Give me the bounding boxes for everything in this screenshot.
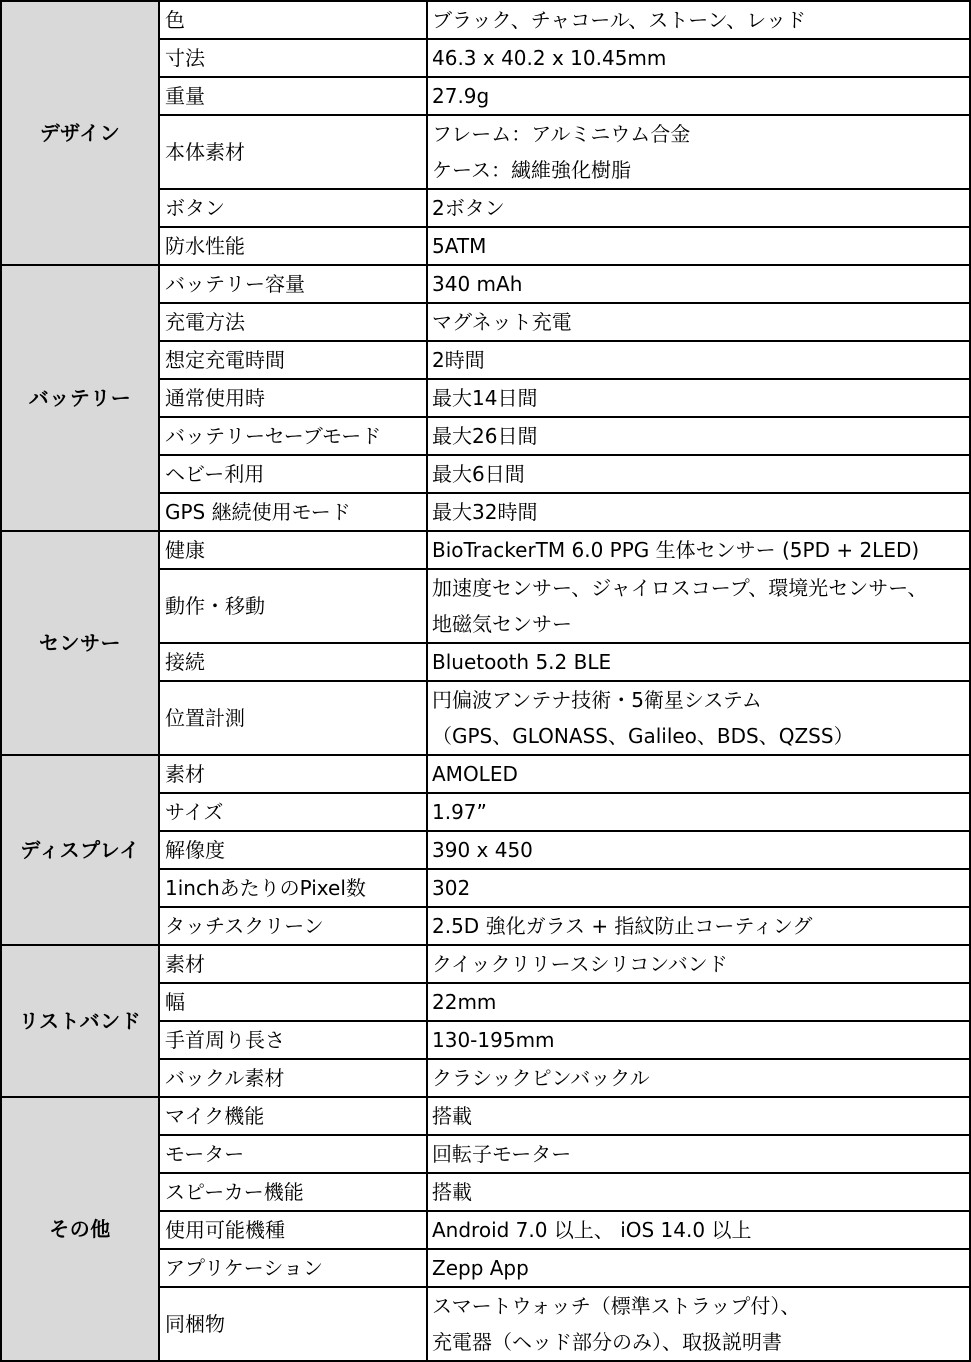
spec-value-line: マグネット充電 [432, 310, 572, 334]
spec-value-line: 回転子モーター [432, 1142, 572, 1166]
spec-label: サイズ [159, 793, 427, 831]
spec-label: スピーカー機能 [159, 1173, 427, 1211]
spec-label: 寸法 [159, 39, 427, 77]
spec-value-line: Zepp App [432, 1256, 529, 1280]
spec-label: 重量 [159, 77, 427, 115]
spec-value [427, 569, 970, 643]
spec-value-line: 22mm [432, 990, 497, 1014]
spec-value [427, 379, 970, 417]
spec-value [427, 227, 970, 265]
spec-value [427, 1021, 970, 1059]
category-cell: ディスプレイ [1, 755, 159, 945]
spec-value [427, 531, 970, 569]
spec-label: ヘビー利用 [159, 455, 427, 493]
spec-value [427, 1211, 970, 1249]
spec-value-line: 充電器（ヘッド部分のみ）、取扱説明書 [432, 1330, 782, 1354]
spec-value-line: 地磁気センサー [432, 612, 572, 636]
spec-value [427, 189, 970, 227]
spec-value [427, 1249, 970, 1287]
spec-value [427, 907, 970, 945]
category-cell: リストバンド [1, 945, 159, 1097]
spec-value-line: 最大14日間 [432, 386, 538, 410]
spec-value [427, 831, 970, 869]
spec-value [427, 1173, 970, 1211]
spec-value [427, 1135, 970, 1173]
spec-value [427, 643, 970, 681]
category-cell: デザイン [1, 1, 159, 265]
spec-value [427, 39, 970, 77]
spec-label: バッテリーセーブモード [159, 417, 427, 455]
spec-value-line: 最大6日間 [432, 462, 525, 486]
spec-value-line: Android 7.0 以上、 iOS 14.0 以上 [432, 1218, 752, 1242]
spec-value-line: 円偏波アンテナ技術・5衛星システム [432, 688, 762, 712]
spec-value [427, 303, 970, 341]
spec-value-line: スマートウォッチ（標準ストラップ付）、 [432, 1294, 801, 1318]
spec-value-line: 2時間 [432, 348, 485, 372]
spec-value-line: 302 [432, 876, 471, 900]
spec-label: 素材 [159, 945, 427, 983]
spec-label: 素材 [159, 755, 427, 793]
spec-value-line: AMOLED [432, 762, 518, 786]
spec-label: タッチスクリーン [159, 907, 427, 945]
spec-value [427, 945, 970, 983]
spec-row [1, 945, 970, 983]
spec-value [427, 417, 970, 455]
spec-label: 本体素材 [159, 115, 427, 189]
spec-row [1, 265, 970, 303]
spec-value [427, 493, 970, 531]
spec-label: 動作・移動 [159, 569, 427, 643]
spec-value [427, 869, 970, 907]
spec-value [427, 455, 970, 493]
spec-label: 防水性能 [159, 227, 427, 265]
spec-label: 健康 [159, 531, 427, 569]
spec-label: 1inchあたりのPixel数 [159, 869, 427, 907]
spec-label: 充電方法 [159, 303, 427, 341]
spec-row [1, 1097, 970, 1135]
spec-row [1, 531, 970, 569]
spec-label: GPS 継続使用モード [159, 493, 427, 531]
spec-label: 解像度 [159, 831, 427, 869]
spec-value [427, 1059, 970, 1097]
spec-label: 位置計測 [159, 681, 427, 755]
spec-value-line: （GPS、GLONASS、Galileo、BDS、QZSS） [432, 724, 854, 748]
spec-label: 接続 [159, 643, 427, 681]
spec-value-line: 2.5D 強化ガラス + 指紋防止コーティング [432, 914, 813, 938]
spec-value [427, 115, 970, 189]
spec-label: 使用可能機種 [159, 1211, 427, 1249]
spec-value-line: BioTrackerTM 6.0 PPG 生体センサー (5PD + 2LED) [432, 538, 920, 562]
spec-value-line: クイックリリースシリコンバンド [432, 952, 728, 976]
spec-value [427, 681, 970, 755]
spec-value-line: 390 x 450 [432, 838, 533, 862]
spec-value [427, 755, 970, 793]
spec-value-line: 搭載 [432, 1104, 472, 1128]
spec-label: 色 [159, 1, 427, 39]
spec-value [427, 1097, 970, 1135]
spec-value-line: 1.97” [432, 800, 487, 824]
spec-value-line: フレーム：アルミニウム合金 [432, 122, 691, 146]
spec-value-line: 最大32時間 [432, 500, 538, 524]
category-cell: センサー [1, 531, 159, 755]
spec-value-line: 5ATM [432, 234, 487, 258]
spec-value [427, 1, 970, 39]
spec-table-body [1, 1, 970, 1361]
spec-value-line: 46.3 x 40.2 x 10.45mm [432, 46, 667, 70]
spec-label: 同梱物 [159, 1287, 427, 1361]
spec-value-line: ケース：繊維強化樹脂 [432, 158, 631, 182]
spec-value [427, 983, 970, 1021]
spec-value-line: 最大26日間 [432, 424, 538, 448]
spec-value [427, 77, 970, 115]
spec-label: アプリケーション [159, 1249, 427, 1287]
spec-row [1, 1, 970, 39]
spec-label: バックル素材 [159, 1059, 427, 1097]
spec-value [427, 793, 970, 831]
spec-value-line: Bluetooth 5.2 BLE [432, 650, 612, 674]
spec-label: バッテリー容量 [159, 265, 427, 303]
spec-label: ボタン [159, 189, 427, 227]
spec-label: マイク機能 [159, 1097, 427, 1135]
spec-value-line: 340 mAh [432, 272, 523, 296]
spec-value-line: 2ボタン [432, 196, 505, 220]
spec-label: 幅 [159, 983, 427, 1021]
spec-row [1, 755, 970, 793]
spec-value-line: 加速度センサー、ジャイロスコープ、環境光センサー、 [432, 576, 928, 600]
spec-label: 手首周り長さ [159, 1021, 427, 1059]
spec-label: 通常使用時 [159, 379, 427, 417]
spec-value-line: ブラック、チャコール、ストーン、レッド [432, 8, 806, 32]
spec-value-line: クラシックピンバックル [432, 1066, 650, 1090]
category-cell: その他 [1, 1097, 159, 1361]
spec-value [427, 265, 970, 303]
category-cell: バッテリー [1, 265, 159, 531]
spec-value [427, 341, 970, 379]
spec-label: 想定充電時間 [159, 341, 427, 379]
spec-value-line: 130-195mm [432, 1028, 555, 1052]
spec-value-line: 搭載 [432, 1180, 472, 1204]
spec-value-line: 27.9g [432, 84, 490, 108]
spec-label: モーター [159, 1135, 427, 1173]
